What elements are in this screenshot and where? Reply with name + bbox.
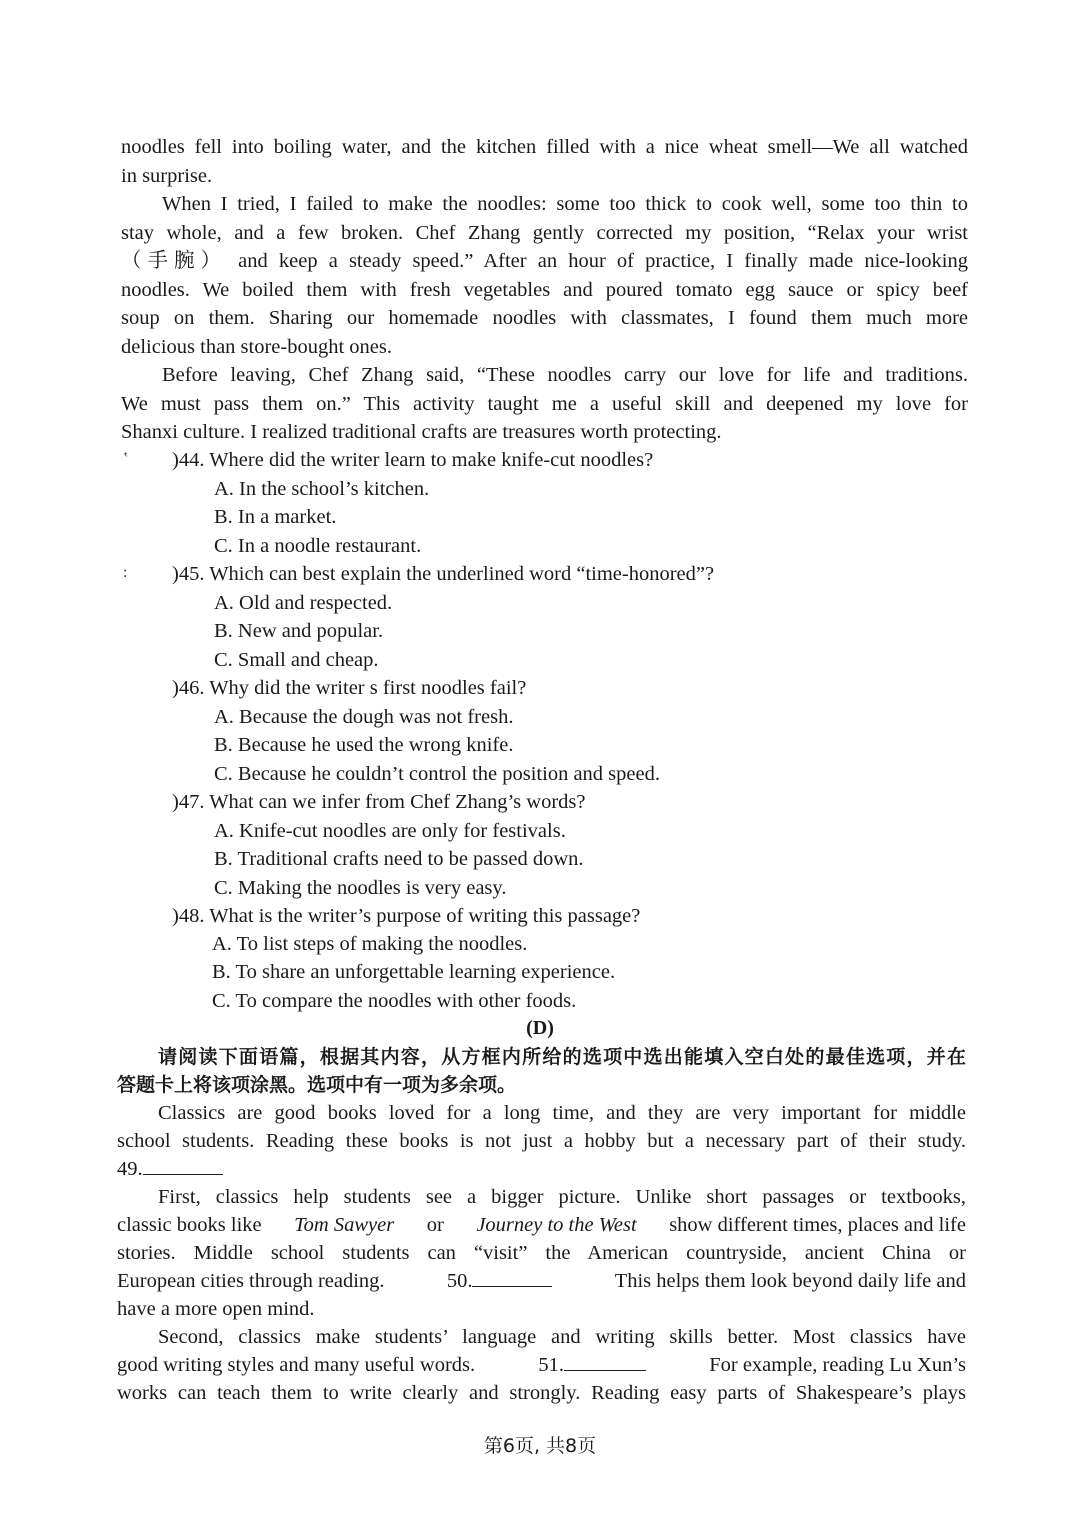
question-stem: )45. Which can best explain the underlined word “time-honored”? — [172, 563, 715, 585]
passage-line: Classics are good books loved for a long time, and they are very important for middle — [158, 1102, 966, 1124]
book-title: Journey to the West — [476, 1214, 637, 1236]
question-stem: )47. What can we infer from Chef Zhang’s words? — [172, 791, 586, 813]
book-title: Tom Sawyer — [294, 1214, 395, 1236]
answer-option: B. In a market. — [214, 506, 337, 528]
answer-option: A. Knife-cut noodles are only for festivals. — [214, 820, 566, 842]
passage-line: soup on them. Sharing our homemade noodles with classmates, I found them much more — [121, 307, 968, 329]
passage-line — [117, 1267, 966, 1295]
passage-line: have a more open mind. — [117, 1298, 315, 1320]
answer-option: B. Because he used the wrong knife. — [214, 734, 514, 756]
blank-number: 51. — [538, 1354, 564, 1376]
answer-option: A. To list steps of making the noodles. — [212, 933, 528, 955]
scan-mark: ‛ — [123, 450, 129, 467]
passage-line: noodles fell into boiling water, and the kitchen filled with a nice wheat smell—We all watched — [121, 136, 968, 158]
text-run: show different times, places and life — [669, 1214, 966, 1236]
answer-option: C. Making the noodles is very easy. — [214, 877, 507, 899]
text-run: classic books like — [117, 1214, 262, 1236]
answer-option: A. In the school’s kitchen. — [214, 478, 430, 500]
question-stem: )44. Where did the writer learn to make knife-cut noodles? — [172, 449, 654, 471]
text-run: For example, reading Lu Xun’s — [709, 1354, 966, 1376]
blank-50 — [447, 1267, 553, 1295]
question-stem: )46. Why did the writer s first noodles fail? — [172, 677, 527, 699]
answer-option: B. New and popular. — [214, 620, 384, 642]
text-run: good writing styles and many useful words. — [117, 1354, 476, 1376]
answer-option: C. In a noodle restaurant. — [214, 535, 422, 557]
instructions-line: 答题卡上将该项涂黑。选项中有一项为多余项。 — [117, 1074, 517, 1096]
section-title: (D) — [526, 1017, 554, 1039]
answer-option: B. To share an unforgettable learning experience. — [212, 961, 616, 983]
passage-line: （手腕） and keep a steady speed.” After an hour of practice, I finally made nice-looking — [121, 250, 968, 272]
blank-51 — [538, 1351, 646, 1379]
passage-line — [117, 1351, 966, 1379]
text-run: or — [426, 1214, 444, 1236]
blank-number: 49. — [117, 1158, 143, 1180]
answer-option: C. Because he couldn’t control the position and speed. — [214, 763, 660, 785]
passage-line: stories. Middle school students can “visit” the American countryside, ancient China or — [117, 1242, 966, 1264]
question-stem: )48. What is the writer’s purpose of writing this passage? — [172, 905, 641, 927]
instructions-line: 请阅读下面语篇，根据其内容，从方框内所给的选项中选出能填入空白处的最佳选项，并在 — [158, 1046, 966, 1068]
answer-blank[interactable] — [143, 1156, 223, 1175]
passage-line: delicious than store-bought ones. — [121, 336, 393, 358]
blank-49 — [117, 1155, 417, 1183]
answer-option: B. Traditional crafts need to be passed down. — [214, 848, 584, 870]
scan-mark: : — [123, 564, 128, 581]
answer-option: A. Because the dough was not fresh. — [214, 706, 514, 728]
blank-number: 50. — [446, 1270, 473, 1292]
text-run: This helps them look beyond daily life and — [614, 1270, 966, 1292]
answer-blank[interactable] — [564, 1352, 646, 1371]
passage-line: stay whole, and a few broken. Chef Zhang gently corrected my position, “Relax your wrist — [121, 222, 968, 244]
passage-line: Before leaving, Chef Zhang said, “These noodles carry our love for life and traditions. — [162, 364, 968, 386]
text-run: European cities through reading. — [117, 1270, 385, 1292]
passage-line: First, classics help students see a bigger picture. Unlike short passages or textbooks, — [158, 1186, 966, 1208]
passage-line: Second, classics make students’ language and writing skills better. Most classics have — [158, 1326, 966, 1348]
passage-line: works can teach them to write clearly and strongly. Reading easy parts of Shakespeare’s plays — [117, 1382, 966, 1404]
passage-line: Shanxi culture. I realized traditional crafts are treasures worth protecting. — [121, 421, 722, 443]
answer-option: A. Old and respected. — [214, 592, 393, 614]
passage-line: We must pass them on.” This activity taught me a useful skill and deepened my love for — [121, 393, 968, 415]
answer-option: C. Small and cheap. — [214, 649, 379, 671]
passage-line: school students. Reading these books is not just a hobby but a necessary part of their study. — [117, 1130, 966, 1152]
answer-option: C. To compare the noodles with other foods. — [212, 990, 577, 1012]
passage-line: When I tried, I failed to make the noodles: some too thick to cook well, some too thin to — [162, 193, 968, 215]
page-footer: 第6页, 共8页 — [483, 1435, 597, 1457]
passage-line: in surprise. — [121, 165, 213, 187]
answer-blank[interactable] — [472, 1268, 552, 1287]
passage-line — [117, 1211, 966, 1239]
passage-line: noodles. We boiled them with fresh vegetables and poured tomato egg sauce or spicy beef — [121, 279, 968, 301]
